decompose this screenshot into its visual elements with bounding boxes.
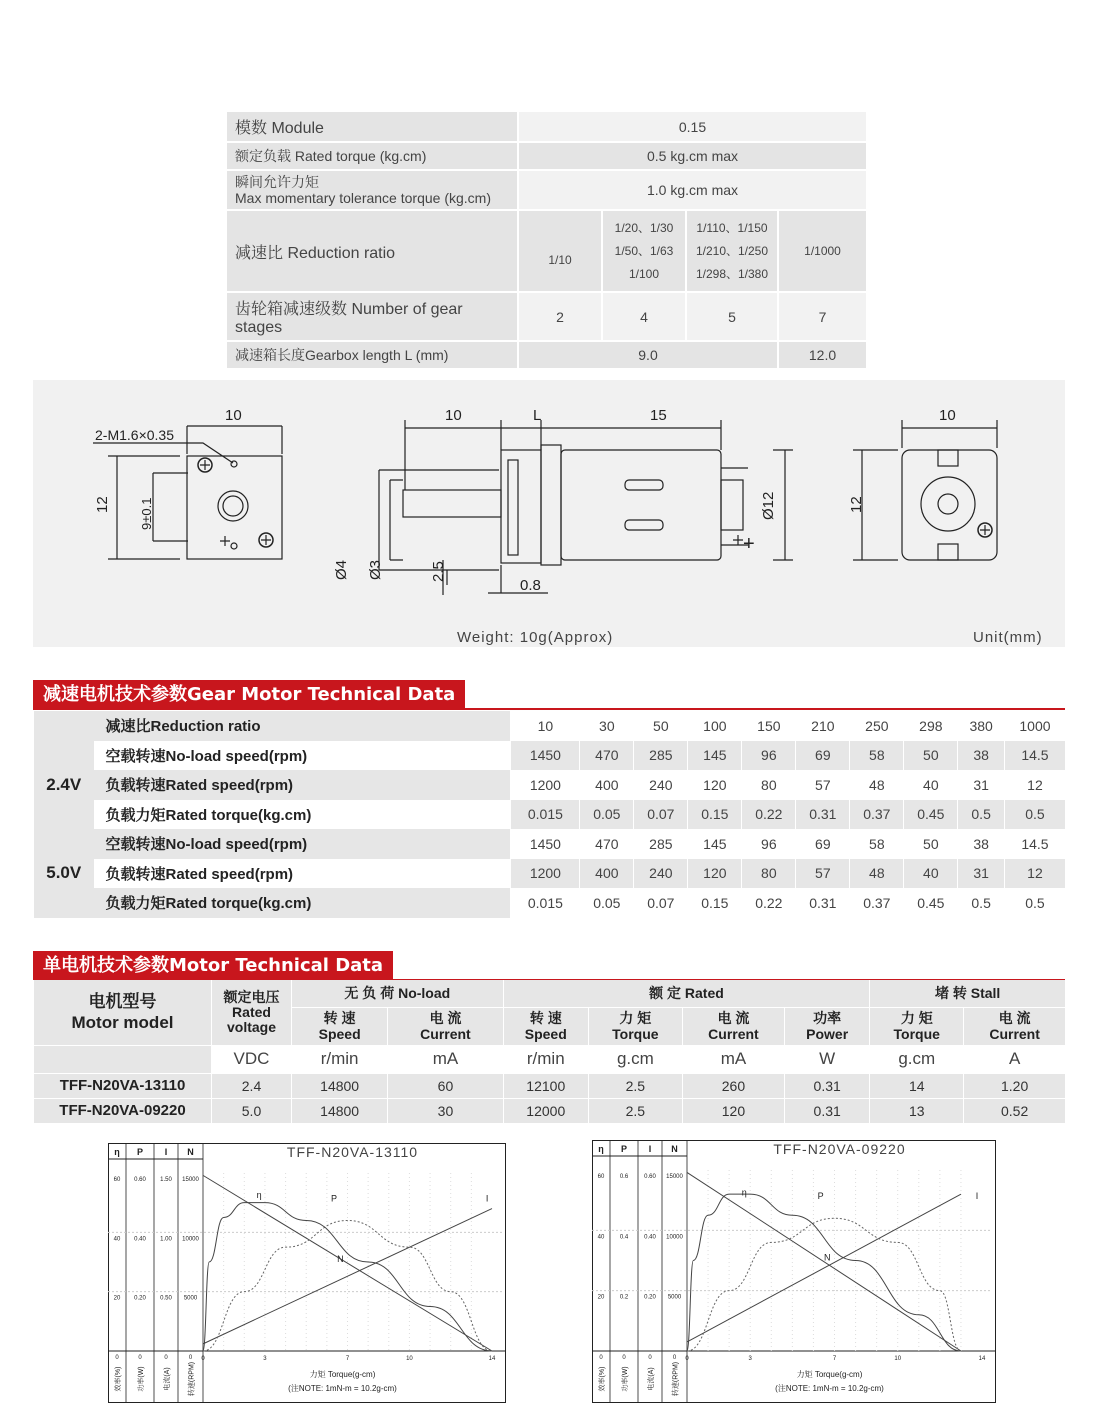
table-row <box>34 800 1066 830</box>
noload-header: 无 负 荷 No-load <box>292 980 504 1007</box>
x-tick-label: 7 <box>832 1356 837 1362</box>
x-tick-label: 10 <box>406 1356 413 1362</box>
axis-tick-label: 20 <box>597 1294 605 1301</box>
row-label: 空载转速No-load speed(rpm) <box>94 829 511 859</box>
sub-header-cn: 电 流 <box>717 1010 750 1026</box>
ratio-cell: 100 <box>688 711 742 741</box>
value-cell: 14800 <box>292 1073 388 1098</box>
row-label: 负载转速Rated speed(rpm) <box>94 770 511 800</box>
chart-note: (注NOTE: 1mN-m = 10.2g-cm) <box>775 1384 884 1393</box>
x-tick-label: 10 <box>894 1356 902 1362</box>
row-label: 负载力矩Rated torque(kg.cm) <box>94 888 511 918</box>
axis-unit-label: 效率(%) <box>115 1366 122 1392</box>
dim-front-height: 12 <box>94 496 111 513</box>
value-cell: 120 <box>682 1098 784 1123</box>
axis-tick-label: 15000 <box>666 1174 683 1180</box>
ratio-item: 1/20、1/30 <box>614 220 674 235</box>
motor-data-table <box>33 980 1065 1124</box>
row-label: 空载转速No-load speed(rpm) <box>94 741 511 771</box>
ratio-cell: 10 <box>511 711 580 741</box>
axis-unit-label: 电流(A) <box>648 1367 655 1391</box>
dim-shaft-length: 10 <box>445 407 462 424</box>
axis-tick-label: 5000 <box>183 1295 198 1302</box>
unit-cell: mA <box>388 1045 503 1073</box>
gearbox-spec-table <box>225 110 868 370</box>
rated-torque-value: 0.5 kg.cm max <box>519 143 866 169</box>
ratio-item: 1/50、1/63 <box>614 243 674 258</box>
axis-tick-label: 0 <box>115 1355 119 1361</box>
sub-header-cn: 转 速 <box>323 1010 356 1026</box>
series-label: P <box>330 1193 338 1204</box>
sub-header-cn: 电 流 <box>429 1010 462 1026</box>
series-label: N <box>337 1254 344 1264</box>
axis-header-label: η <box>598 1144 604 1154</box>
ratio-cell: 50 <box>634 711 688 741</box>
value-cell: 470 <box>580 741 634 771</box>
axis-tick-label: 0.50 <box>160 1295 172 1302</box>
max-torque-value: 1.0 kg.cm max <box>519 171 866 209</box>
value-cell: 0.07 <box>634 888 688 918</box>
unit-cell: r/min <box>503 1045 588 1073</box>
sub-header-cn: 电 流 <box>998 1010 1031 1026</box>
sub-header <box>388 1007 503 1045</box>
ratio-cell: 298 <box>904 711 958 741</box>
axis-tick-label: 0 <box>164 1355 168 1361</box>
value-cell: 240 <box>634 770 688 800</box>
value-cell: 0.22 <box>742 888 796 918</box>
sub-header <box>682 1007 784 1045</box>
value-cell: 285 <box>634 741 688 771</box>
axis-tick-label: 40 <box>597 1234 605 1241</box>
length-value-a: 9.0 <box>519 342 777 368</box>
chart-note: (注NOTE: 1mN-m = 10.2g-cm) <box>288 1384 397 1393</box>
value-cell: 69 <box>796 829 850 859</box>
dim-front-width: 10 <box>225 407 242 424</box>
module-label: 模数 Module <box>227 112 517 141</box>
row-label: 负载转速Rated speed(rpm) <box>94 859 511 889</box>
value-cell: 14800 <box>292 1098 388 1123</box>
value-cell: 0.15 <box>688 888 742 918</box>
rated-header: 额 定 Rated <box>503 980 870 1007</box>
value-cell: 285 <box>634 829 688 859</box>
axis-tick-label: 0.60 <box>644 1174 656 1180</box>
unit-cell: A <box>964 1045 1065 1073</box>
value-cell: 0.5 <box>1004 800 1065 830</box>
x-axis-label: 力矩 Torque(g-cm) <box>309 1370 376 1379</box>
value-cell: 120 <box>688 859 742 889</box>
length-value-b: 12.0 <box>779 342 866 368</box>
table-row <box>34 829 1066 859</box>
value-cell: 0.07 <box>634 800 688 830</box>
value-cell: 120 <box>688 770 742 800</box>
ratio-col-4: 1/1000 <box>779 211 866 291</box>
unit-cell: mA <box>682 1045 784 1073</box>
axis-unit-label: 电流(A) <box>164 1367 171 1391</box>
axis-header-label: η <box>114 1147 120 1157</box>
value-cell: 145 <box>688 741 742 771</box>
value-cell: 69 <box>796 741 850 771</box>
axis-header-label: N <box>187 1147 194 1157</box>
sub-header-en: Current <box>989 1026 1040 1042</box>
value-cell: 0.31 <box>785 1098 870 1123</box>
axis-tick-label: 5000 <box>667 1294 682 1301</box>
value-cell: 14.5 <box>1004 741 1065 771</box>
value-cell: 60 <box>388 1073 503 1098</box>
chart-title: TFF-N20VA-09220 <box>773 1141 906 1157</box>
chart-title: TFF-N20VA-13110 <box>286 1144 419 1160</box>
value-cell: 50 <box>904 741 958 771</box>
row-label: 负载力矩Rated torque(kg.cm) <box>94 800 511 830</box>
ratio-item: 1/298、1/380 <box>695 266 769 281</box>
dim-phi12: Ø12 <box>760 491 777 520</box>
voltage-header-cn: 额定电压 <box>223 988 280 1005</box>
axis-unit-label: 转速(RPM) <box>672 1361 680 1397</box>
series-label: η <box>256 1189 262 1200</box>
gear-title-rule <box>33 708 1065 710</box>
ratio-cell: 250 <box>850 711 904 741</box>
series-label: I <box>485 1193 489 1204</box>
value-cell: 12 <box>1004 770 1065 800</box>
axis-tick-label: 0 <box>672 1355 677 1361</box>
max-torque-label <box>227 171 517 209</box>
series-label: η <box>741 1187 747 1198</box>
axis-tick-label: 0 <box>188 1355 193 1361</box>
series-label: N <box>823 1252 831 1263</box>
axis-tick-label: 0.20 <box>134 1295 146 1302</box>
value-cell: 2.5 <box>588 1098 682 1123</box>
unit-spacer <box>34 1045 212 1073</box>
axis-header-label: P <box>136 1147 144 1157</box>
sub-header <box>503 1007 588 1045</box>
axis-tick-label: 10000 <box>182 1236 199 1243</box>
x-tick-label: 7 <box>345 1356 350 1362</box>
sub-header-cn: 转 速 <box>529 1010 562 1026</box>
value-cell: 80 <box>742 859 796 889</box>
value-cell: 0.015 <box>511 800 580 830</box>
ratio-col-3 <box>687 211 777 291</box>
sub-header-en: Torque <box>612 1026 659 1042</box>
value-cell: 0.37 <box>850 800 904 830</box>
dim-hole-spacing: 9±0.1 <box>139 497 154 530</box>
stages-value: 4 <box>603 293 685 340</box>
gear-motor-table <box>33 711 1065 918</box>
sub-header-en: Current <box>708 1026 759 1042</box>
axis-header-label: I <box>164 1147 168 1157</box>
sub-header <box>588 1007 682 1045</box>
axis-unit-label: 功率(W) <box>622 1366 629 1392</box>
value-cell: 96 <box>742 829 796 859</box>
value-cell: 0.52 <box>964 1098 1065 1123</box>
x-tick-label: 0 <box>685 1356 689 1362</box>
axis-unit-label: 效率(%) <box>599 1366 606 1392</box>
sub-header <box>870 1007 964 1045</box>
ratio-cell: 30 <box>580 711 634 741</box>
axis-tick-label: 0.40 <box>134 1236 146 1243</box>
value-cell: 48 <box>850 859 904 889</box>
voltage-label: 2.4V <box>34 741 94 830</box>
value-cell: 40 <box>904 770 958 800</box>
value-cell: 0.015 <box>511 888 580 918</box>
model-cell: TFF-N20VA-13110 <box>34 1073 212 1098</box>
sub-header-en: Power <box>806 1026 849 1042</box>
max-torque-label-cn: 瞬间允许力矩 <box>235 174 319 190</box>
model-header <box>34 980 212 1045</box>
x-tick-label: 3 <box>263 1356 267 1362</box>
voltage-header-en1: Rated <box>232 1003 271 1020</box>
unit-label: Unit(mm) <box>973 629 1043 646</box>
model-header-en: Motor model <box>71 1013 174 1033</box>
stages-value: 7 <box>779 293 866 340</box>
value-cell: 0.5 <box>958 800 1005 830</box>
dim-flat: 2.5 <box>430 561 447 582</box>
value-cell: 0.15 <box>688 800 742 830</box>
value-cell: 57 <box>796 770 850 800</box>
value-cell: 14 <box>870 1073 964 1098</box>
axis-tick-label: 60 <box>113 1177 121 1183</box>
dim-phi4: Ø4 <box>333 559 350 580</box>
axis-tick-label: 0 <box>599 1355 603 1361</box>
value-cell: 260 <box>682 1073 784 1098</box>
sub-header-en: Speed <box>318 1026 361 1042</box>
stages-value: 5 <box>687 293 777 340</box>
axis-tick-label: 60 <box>597 1174 605 1180</box>
sub-header-cn: 力 矩 <box>900 1010 933 1026</box>
dimension-drawing-svg <box>33 380 1065 647</box>
value-cell: 0.31 <box>796 800 850 830</box>
axis-tick-label: 1.00 <box>160 1236 172 1243</box>
sub-header-en: Current <box>420 1026 471 1042</box>
series-label: P <box>817 1190 824 1201</box>
axis-tick-label: 0.6 <box>619 1174 629 1180</box>
weight-label: Weight: 10g(Approx) <box>457 629 614 646</box>
sub-header-en: Torque <box>893 1026 940 1042</box>
axis-unit-label: 转速(RPM) <box>188 1361 196 1397</box>
dim-phi3: Ø3 <box>367 559 384 580</box>
value-cell: 145 <box>688 829 742 859</box>
ratio-item: 1/110、1/150 <box>696 220 768 235</box>
voltage-header <box>212 980 292 1045</box>
voltage-label: 5.0V <box>34 829 94 918</box>
value-cell: 12100 <box>503 1073 588 1098</box>
value-cell: 1200 <box>511 770 580 800</box>
ratio-col-2 <box>603 211 685 291</box>
ratio-col-1: 1/10 <box>519 211 601 291</box>
value-cell: 0.31 <box>796 888 850 918</box>
axis-tick-label: 0 <box>648 1355 652 1361</box>
value-cell: 0.5 <box>958 888 1005 918</box>
max-torque-label-en: Max momentary tolerance torque (kg.cm) <box>235 190 491 206</box>
table-row <box>34 741 1066 771</box>
stages-value: 2 <box>519 293 601 340</box>
unit-cell: VDC <box>212 1045 292 1073</box>
value-cell: 12000 <box>503 1098 588 1123</box>
motor-section-title: 单电机技术参数Motor Technical Data <box>33 951 393 981</box>
unit-cell: g.cm <box>870 1045 964 1073</box>
value-cell: 1450 <box>511 741 580 771</box>
value-cell: 38 <box>958 829 1005 859</box>
sub-header-cn: 力 矩 <box>619 1010 652 1026</box>
value-cell: 14.5 <box>1004 829 1065 859</box>
ratio-item: 1/100 <box>628 266 660 281</box>
value-cell: 31 <box>958 859 1005 889</box>
ratio-cell: 380 <box>958 711 1005 741</box>
series-label: I <box>975 1190 979 1201</box>
x-tick-label: 3 <box>748 1356 752 1362</box>
voltage-header-en2: voltage <box>226 1018 276 1035</box>
ratio-label: 减速比 Reduction ratio <box>227 211 517 291</box>
model-cell: TFF-N20VA-09220 <box>34 1098 212 1123</box>
table-row <box>34 770 1066 800</box>
axis-tick-label: 0.40 <box>644 1234 656 1241</box>
unit-cell: r/min <box>292 1045 388 1073</box>
sub-header-en: Speed <box>524 1026 567 1042</box>
x-axis-label: 力矩 Torque(g-cm) <box>796 1370 863 1379</box>
axis-header-label: I <box>648 1144 652 1154</box>
dim-thickness: 0.8 <box>520 577 541 594</box>
stages-label: 齿轮箱减速级数 Number of gear stages <box>227 293 517 340</box>
value-cell: 96 <box>742 741 796 771</box>
length-label: 减速箱长度Gearbox length L (mm) <box>227 342 517 368</box>
axis-tick-label: 0.20 <box>644 1294 656 1301</box>
value-cell: 2.5 <box>588 1073 682 1098</box>
value-cell: 0.37 <box>850 888 904 918</box>
table-row <box>34 888 1066 918</box>
axis-tick-label: 0.4 <box>619 1234 629 1241</box>
sub-header-cn: 功率 <box>813 1010 842 1026</box>
dim-screw: 2-M1.6×0.35 <box>95 427 174 443</box>
performance-chart-09220 <box>592 1140 996 1403</box>
value-cell: 30 <box>388 1098 503 1123</box>
value-cell: 40 <box>904 859 958 889</box>
ratio-header: 减速比Reduction ratio <box>34 711 511 741</box>
gear-section-title: 减速电机技术参数Gear Motor Technical Data <box>33 680 465 710</box>
value-cell: 0.05 <box>580 888 634 918</box>
value-cell: 400 <box>580 859 634 889</box>
value-cell: 48 <box>850 770 904 800</box>
value-cell: 240 <box>634 859 688 889</box>
unit-cell: W <box>785 1045 870 1073</box>
value-cell: 1450 <box>511 829 580 859</box>
ratio-cell: 210 <box>796 711 850 741</box>
x-tick-label: 14 <box>978 1356 986 1362</box>
value-cell: 1.20 <box>964 1073 1065 1098</box>
value-cell: 0.45 <box>904 888 958 918</box>
sub-header <box>785 1007 870 1045</box>
table-row <box>34 859 1066 889</box>
dimension-drawing <box>33 380 1065 647</box>
value-cell: 0.5 <box>1004 888 1065 918</box>
axis-header-label: P <box>620 1144 628 1154</box>
axis-tick-label: 15000 <box>182 1177 199 1183</box>
value-cell: 2.4 <box>212 1073 292 1098</box>
axis-header-label: N <box>671 1144 678 1154</box>
dim-motor-length: 15 <box>650 407 667 424</box>
dim-end-width: 10 <box>939 407 956 424</box>
value-cell: 31 <box>958 770 1005 800</box>
value-cell: 470 <box>580 829 634 859</box>
x-tick-label: 0 <box>201 1356 205 1362</box>
performance-chart-13110 <box>108 1143 506 1403</box>
table-row <box>34 1073 1066 1098</box>
value-cell: 0.22 <box>742 800 796 830</box>
module-value: 0.15 <box>519 112 866 141</box>
ratio-cell: 1000 <box>1004 711 1065 741</box>
value-cell: 0.31 <box>785 1073 870 1098</box>
value-cell: 80 <box>742 770 796 800</box>
value-cell: 1200 <box>511 859 580 889</box>
plus-terminal: + <box>743 533 755 555</box>
value-cell: 0.05 <box>580 800 634 830</box>
axis-tick-label: 0 <box>622 1355 626 1361</box>
value-cell: 58 <box>850 741 904 771</box>
dim-end-height: 12 <box>848 496 865 513</box>
ratio-item: 1/210、1/250 <box>695 243 769 258</box>
value-cell: 400 <box>580 770 634 800</box>
table-row <box>34 1098 1066 1123</box>
ratio-cell: 150 <box>742 711 796 741</box>
sub-header <box>292 1007 388 1045</box>
axis-tick-label: 1.50 <box>160 1177 172 1183</box>
value-cell: 0.45 <box>904 800 958 830</box>
axis-tick-label: 20 <box>113 1295 121 1302</box>
value-cell: 58 <box>850 829 904 859</box>
value-cell: 38 <box>958 741 1005 771</box>
value-cell: 57 <box>796 859 850 889</box>
axis-tick-label: 10000 <box>666 1234 683 1241</box>
axis-tick-label: 40 <box>113 1236 121 1243</box>
sub-header <box>964 1007 1065 1045</box>
unit-cell: g.cm <box>588 1045 682 1073</box>
axis-tick-label: 0.60 <box>134 1177 146 1183</box>
value-cell: 13 <box>870 1098 964 1123</box>
model-header-cn: 电机型号 <box>88 992 157 1012</box>
value-cell: 5.0 <box>212 1098 292 1123</box>
axis-unit-label: 功率(W) <box>138 1366 145 1392</box>
axis-tick-label: 0.2 <box>619 1294 629 1301</box>
value-cell: 50 <box>904 829 958 859</box>
dim-gearbox-length: L <box>533 407 542 424</box>
x-tick-label: 14 <box>488 1356 496 1362</box>
value-cell: 12 <box>1004 859 1065 889</box>
axis-tick-label: 0 <box>138 1355 142 1361</box>
stall-header: 堵 转 Stall <box>870 980 1065 1007</box>
rated-torque-label: 额定负载 Rated torque (kg.cm) <box>227 143 517 169</box>
